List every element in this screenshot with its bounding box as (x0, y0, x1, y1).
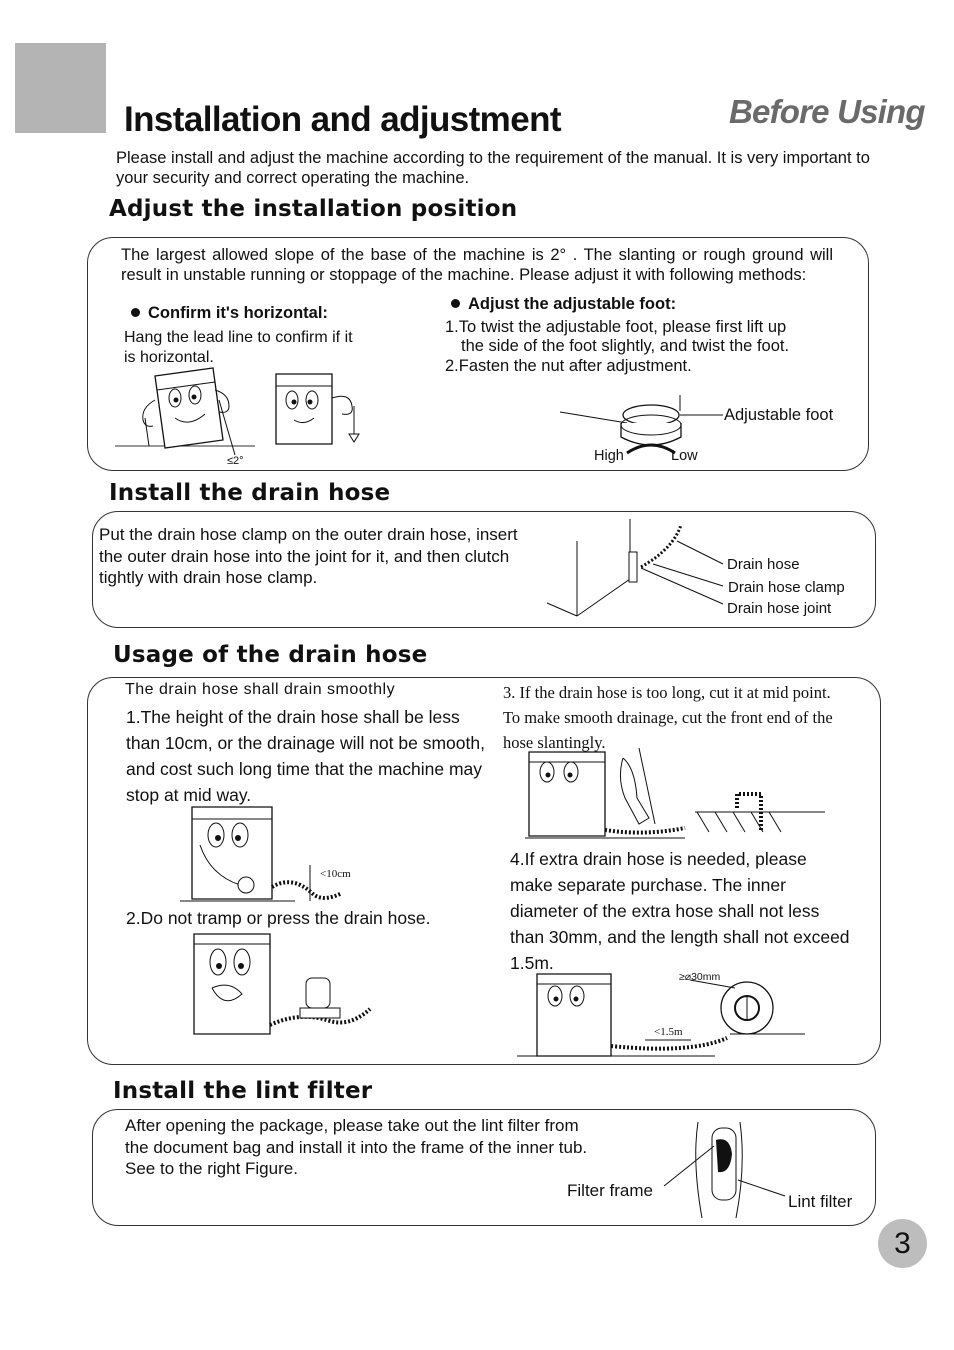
low-label: Low (671, 448, 698, 464)
lint-filter-text: After opening the package, please take out the lint filter from the document bag and install it into the frame of the inner tub. See to the right Figure. (125, 1116, 588, 1178)
drain-usage-item-3-text: 3. If the drain hose is too long, cut it at mid point. To make smooth drainage, cut the front end of the hose slantingly. (503, 683, 833, 752)
pressed-hose-illustration (190, 930, 390, 1040)
low-hose-illustration (180, 805, 370, 905)
tilted-washer-illustration (115, 360, 255, 470)
foot-step-2: 2.Fasten the nut after adjustment. (445, 357, 692, 375)
drain-install-text: Put the drain hose clamp on the outer drain hose, insert the outer drain hose into the joint for it, and then clutch tightly with drain hose clamp. (99, 525, 518, 587)
length-limit-label: <1.5m (654, 1026, 683, 1038)
bullet-dot (451, 299, 460, 308)
horizontal-text: Hang the lead line to confirm if it is horizontal. (124, 329, 353, 366)
diameter-label: ≥⌀30mm (679, 971, 721, 983)
drain-hose-joint-illustration (545, 519, 730, 624)
bullet-dot (131, 308, 140, 317)
drain-usage-item-3 (503, 680, 843, 755)
page-number: 3 (878, 1219, 927, 1268)
drain-usage-item-2: 2.Do not tramp or press the drain hose. (126, 908, 431, 928)
drain-hose-joint-label: Drain hose joint (727, 600, 832, 617)
cut-hose-illustration (525, 748, 835, 844)
horizontal-title: Confirm it's horizontal: (148, 304, 328, 322)
height-limit-label: <10cm (320, 868, 351, 880)
adjustable-foot-label: Adjustable foot (724, 406, 834, 424)
section-tag: Before Using (729, 93, 925, 130)
heading-install-drain-hose: Install the drain hose (109, 480, 391, 506)
level-washer-illustration (270, 370, 380, 460)
heading-drain-hose-usage: Usage of the drain hose (113, 642, 428, 668)
foot-step-1b: the side of the foot slightly, and twist the foot. (461, 337, 790, 355)
filter-frame-label: Filter frame (567, 1181, 653, 1200)
adjustable-foot-illustration (555, 395, 735, 465)
lint-filter-illustration (660, 1120, 790, 1220)
foot-title: Adjust the adjustable foot: (468, 295, 677, 313)
foot-bullet (451, 295, 676, 314)
horizontal-bullet (131, 304, 328, 323)
angle-label: ≤2° (227, 455, 244, 467)
heading-install-lint-filter: Install the lint filter (113, 1078, 373, 1104)
drain-hose-label: Drain hose (727, 556, 800, 573)
drain-usage-item-4: 4.If extra drain hose is needed, please make separate purchase. The inner diameter of the extra hose shall not less than 30mm, and the length shall not exceed 1.5m. (510, 849, 850, 973)
lint-filter-label: Lint filter (788, 1192, 853, 1211)
corner-gray-block (15, 43, 106, 133)
heading-installation-position: Adjust the installation position (109, 196, 518, 222)
position-text: The largest allowed slope of the base of the machine is 2° . The slanting or rough ground will result in unstable running or stoppage of the machine. Please adjust it with following methods: (121, 246, 833, 284)
extra-hose-illustration (515, 968, 805, 1060)
drain-usage-subtitle: The drain hose shall drain smoothly (125, 681, 396, 698)
foot-step-1: 1.To twist the adjustable foot, please first lift up (445, 318, 787, 336)
high-label: High (594, 448, 624, 464)
page-title: Installation and adjustment (124, 100, 561, 139)
drain-usage-item-1: 1.The height of the drain hose shall be less than 10cm, or the drainage will not be smooth, and cost such long time that the machine may stop at mid way. (126, 707, 485, 805)
drain-hose-clamp-label: Drain hose clamp (728, 579, 845, 596)
intro-paragraph: Please install and adjust the machine according to the requirement of the manual. It is very important to your security and correct operating the machine. (116, 149, 870, 187)
